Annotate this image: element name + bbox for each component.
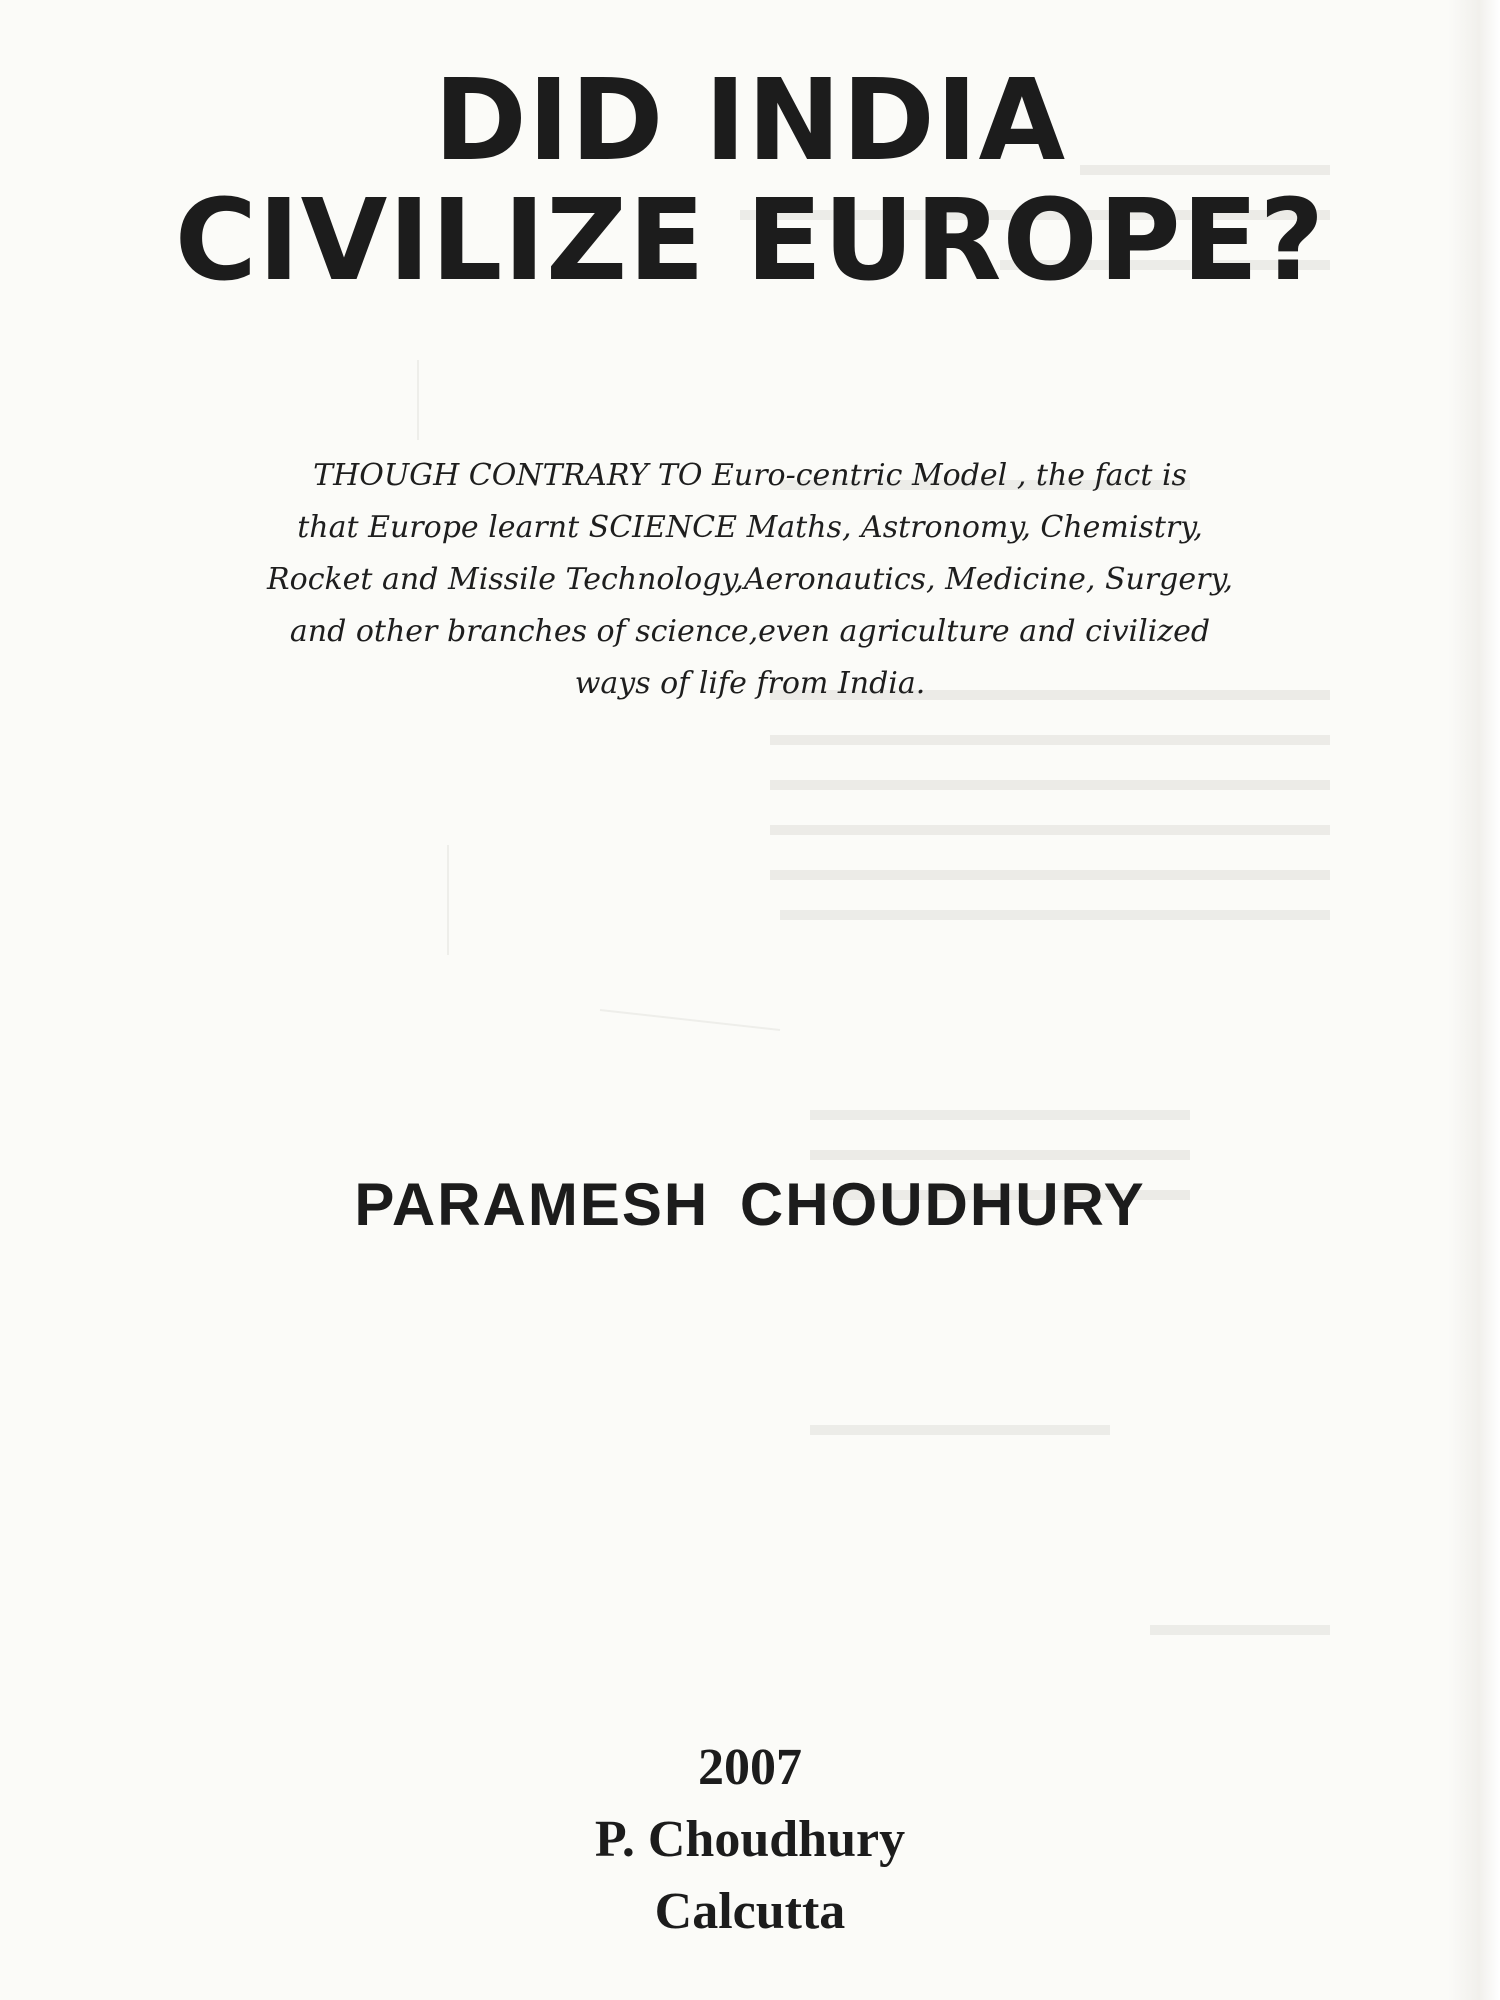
publisher-city: Calcutta bbox=[654, 1883, 846, 1940]
author-name: PARAMESH CHOUDHURY bbox=[354, 1171, 1146, 1238]
blurb-line: THOUGH CONTRARY TO Euro-centric Model , the fact is bbox=[313, 458, 1187, 493]
blurb-line: that Europe learnt SCIENCE Maths, Astronomy, Chemistry, bbox=[297, 510, 1203, 545]
blurb-line: ways of life from India. bbox=[574, 666, 926, 701]
blurb-line: and other branches of science,even agriculture and civilized bbox=[289, 614, 1211, 649]
book-title-line-2: CIVILIZE EUROPE? bbox=[174, 176, 1326, 306]
book-title-line-1: DID INDIA bbox=[433, 56, 1067, 186]
blurb-line: Rocket and Missile Technology,Aeronautics, Medicine, Surgery, bbox=[267, 562, 1233, 597]
book-blurb bbox=[200, 450, 1300, 710]
publisher-name: P. Choudhury bbox=[594, 1811, 906, 1868]
publication-year: 2007 bbox=[698, 1739, 802, 1796]
